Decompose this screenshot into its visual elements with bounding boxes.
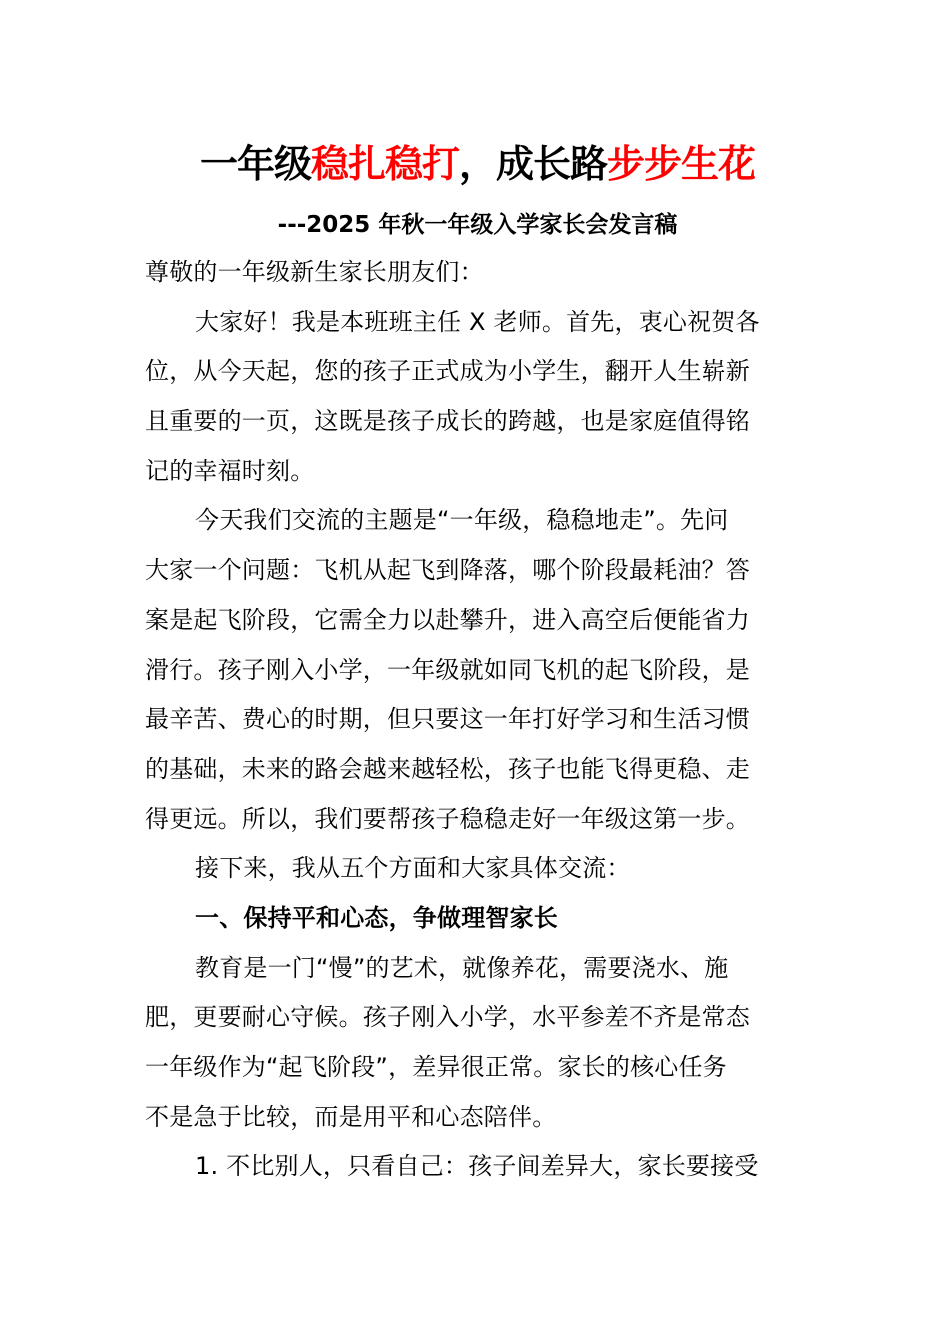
body-text-line: 大家好！我是本班班主任 X 老师。首先，衷心祝贺各 [195,307,760,336]
body-text-line: 不是急于比较，而是用平和心态陪伴。 [145,1102,557,1131]
body-text-line: 滑行。孩子刚入小学，一年级就如同飞机的起飞阶段，是 [145,655,750,684]
body-text-line: 1. 不比别人，只看自己：孩子间差异大，家长要接受 [195,1152,759,1181]
title-highlight-1: 稳扎稳打 [310,142,459,186]
body-text-line: 记的幸福时刻。 [145,456,315,485]
title-part-1: 一年级 [199,142,311,186]
document-title [145,138,810,190]
document-page [145,138,810,1192]
body-text-line: 最辛苦、费心的时期，但只要这一年打好学习和生活习惯 [145,705,750,734]
section-heading: 一、保持平和心态，争做理智家长 [195,903,558,932]
body-text-line: 案是起飞阶段，它需全力以赴攀升，进入高空后便能省力 [145,605,750,634]
document-body [145,248,810,1192]
body-text-line: 接下来，我从五个方面和大家具体交流： [195,854,631,883]
document-subtitle: ---2025 年秋一年级入学家长会发言稿 [277,212,678,238]
body-text-line: 位，从今天起，您的孩子正式成为小学生，翻开人生崭新 [145,357,750,386]
body-text-line: 教育是一门“慢”的艺术，就像养花，需要浇水、施 [195,953,729,982]
title-part-3: ，成长路 [459,142,608,186]
body-text-line: 大家一个问题：飞机从起飞到降落，哪个阶段最耗油？答 [145,556,750,585]
title-highlight-2: 步步生花 [607,142,756,186]
body-text-line: 得更远。所以，我们要帮孩子稳稳走好一年级这第一步。 [145,804,750,833]
body-text-line: 今天我们交流的主题是“一年级，稳稳地走”。先问 [195,506,729,535]
body-text-line: 尊敬的一年级新生家长朋友们： [145,258,484,286]
body-text-line: 的基础，未来的路会越来越轻松，孩子也能飞得更稳、走 [145,754,750,783]
body-text-line: 肥，更要耐心守候。孩子刚入小学，水平参差不齐是常态 [145,1003,750,1032]
body-text-line: 且重要的一页，这既是孩子成长的跨越，也是家庭值得铭 [145,407,750,436]
body-text-line: 一年级作为“起飞阶段”，差异很正常。家长的核心任务 [145,1053,727,1081]
